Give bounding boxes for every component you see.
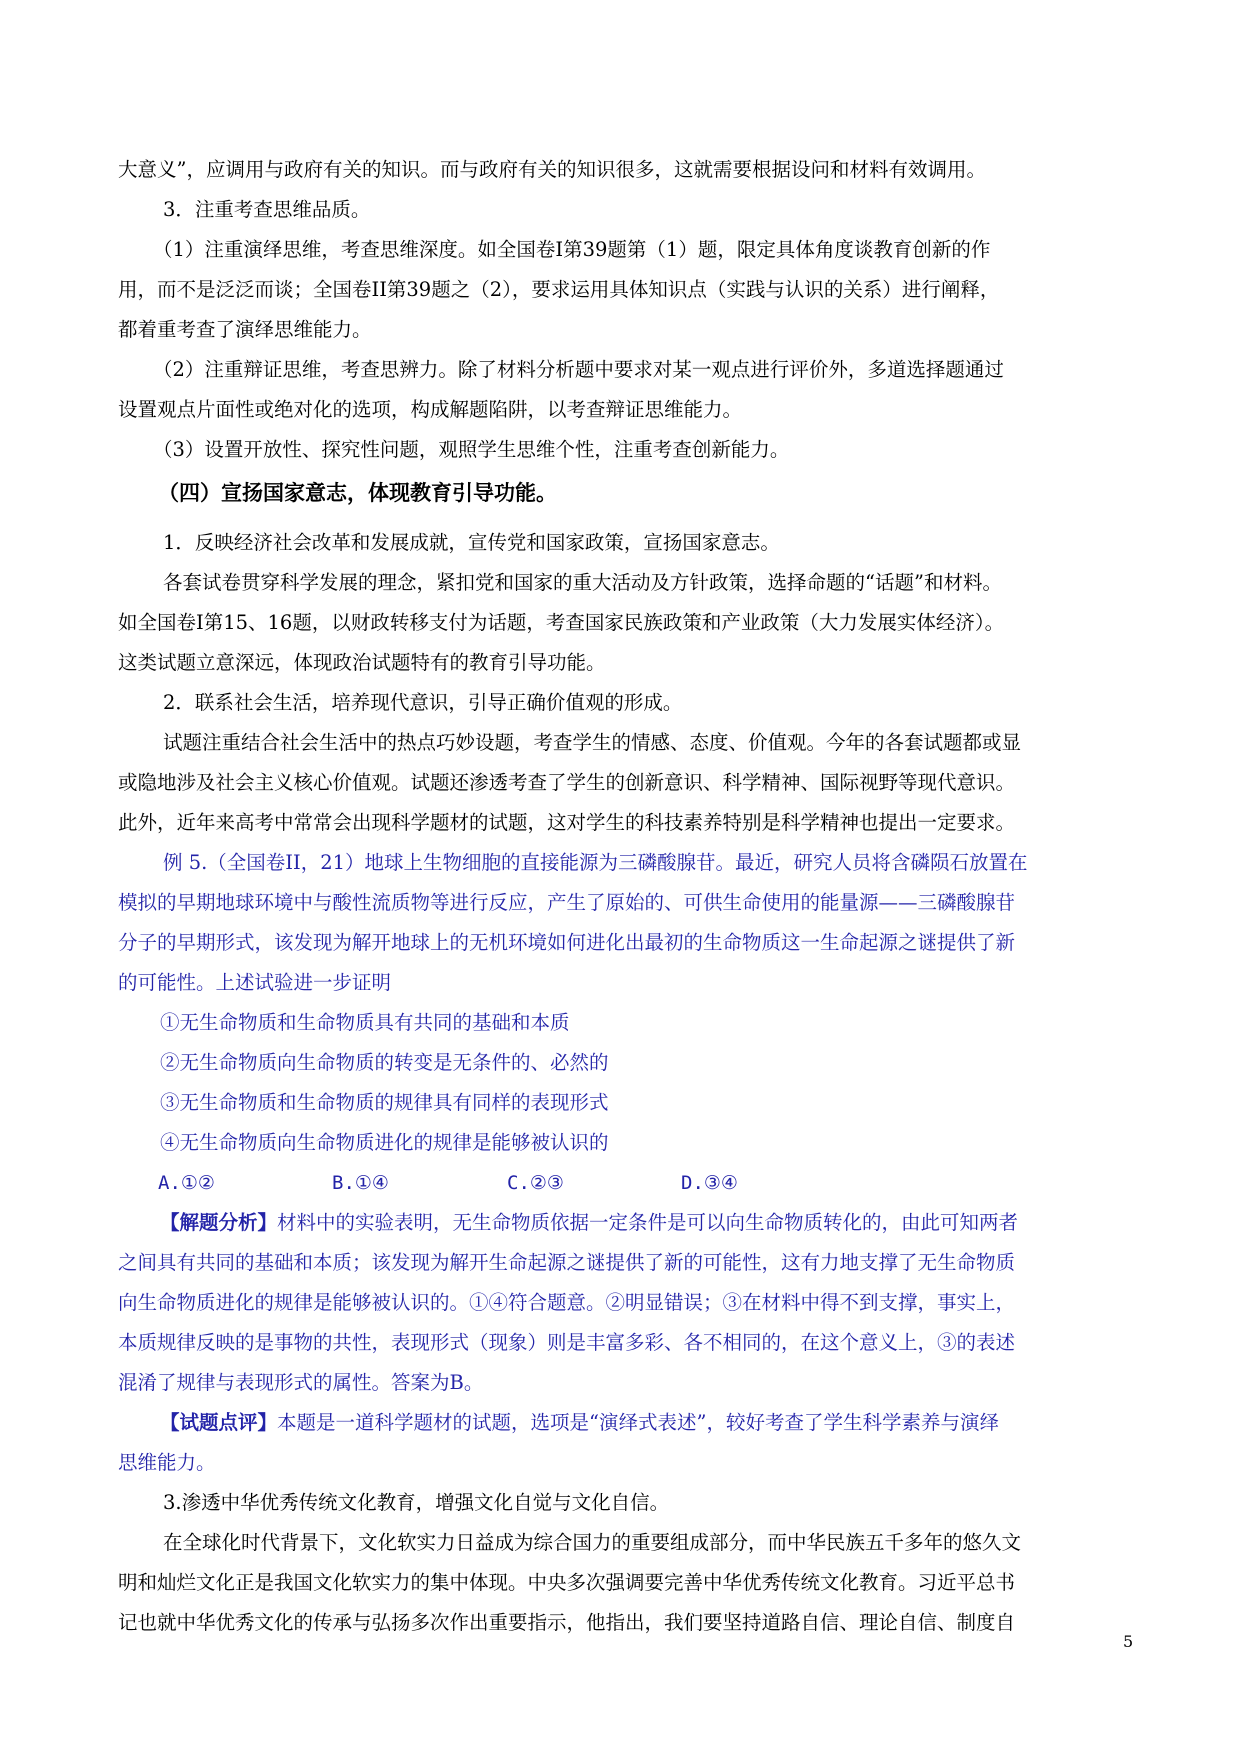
section-heading: （四）宣扬国家意志，体现教育引导功能。 <box>158 480 557 505</box>
paragraph-line: 在全球化时代背景下，文化软实力日益成为综合国力的重要组成部分，而中华民族五千多年的悠久文 <box>163 1531 1022 1554</box>
point3b-title: 3.渗透中华优秀传统文化教育，增强文化自觉与文化自信。 <box>163 1491 670 1514</box>
sub1-line: 用，而不是泛泛而谈；全国卷II第39题之（2），要求运用具体知识点（实践与认识的关系）进行阐释， <box>118 278 1000 301</box>
paragraph-line: 各套试卷贯穿科学发展的理念，紧扣党和国家的重大活动及方针政策，选择命题的“话题”和材料。 <box>163 571 1002 594</box>
analysis-text: 材料中的实验表明，无生命物质依据一定条件是可以向生命物质转化的，由此可知两者 <box>277 1211 1019 1234</box>
analysis-line: 向生命物质进化的规律是能够被认识的。①④符合题意。②明显错误；③在材料中得不到支撑，事实上， <box>118 1291 1016 1314</box>
point3-title: 3．注重考查思维品质。 <box>163 198 371 221</box>
comment-text: 本题是一道科学题材的试题，选项是“演绎式表述”，较好考查了学生科学素养与演绎 <box>277 1411 999 1434</box>
option-d: D.③④ <box>681 1172 738 1194</box>
analysis-line <box>160 1211 1018 1235</box>
example-line: 分子的早期形式，该发现为解开地球上的无机环境如何进化出最初的生命物质这一生命起源之谜提供了新 <box>118 931 1016 954</box>
analysis-line: 本质规律反映的是事物的共性，表现形式（现象）则是丰富多彩、各不相同的，在这个意义上，③的表述 <box>118 1331 1016 1354</box>
example-line: 模拟的早期地球环境中与酸性流质物等进行反应，产生了原始的、可供生命使用的能量源——三磷酸腺苷 <box>118 891 1016 914</box>
statement-item: ②无生命物质向生命物质的转变是无条件的、必然的 <box>160 1051 609 1074</box>
comment-label: 【试题点评】 <box>160 1411 278 1434</box>
paragraph-line: 此外，近年来高考中常常会出现科学题材的试题，这对学生的科技素养特别是科学精神也提出一定要求。 <box>118 811 1016 834</box>
option-c: C.②③ <box>507 1172 564 1194</box>
sub3-line: （3）设置开放性、探究性问题，观照学生思维个性，注重考查创新能力。 <box>153 438 790 461</box>
paragraph-line: 如全国卷Ⅰ第15、16题，以财政转移支付为话题，考查国家民族政策和产业政策（大力发展实体经济）。 <box>118 611 1005 634</box>
analysis-line: 之间具有共同的基础和本质；该发现为解开生命起源之谜提供了新的可能性，这有力地支撑了无生命物质 <box>118 1251 1016 1274</box>
analysis-label: 【解题分析】 <box>160 1211 278 1234</box>
option-a: A.①② <box>158 1172 215 1194</box>
option-b: B.①④ <box>332 1172 389 1194</box>
statement-item: ③无生命物质和生命物质的规律具有同样的表现形式 <box>160 1091 609 1114</box>
sub1-line: （1）注重演绎思维，考查思维深度。如全国卷Ⅰ第39题第（1）题，限定具体角度谈教育创新的作 <box>153 238 991 261</box>
analysis-line: 混淆了规律与表现形式的属性。答案为B。 <box>118 1371 484 1394</box>
paragraph-line: 明和灿烂文化正是我国文化软实力的集中体现。中央多次强调要完善中华优秀传统文化教育。习近平总书 <box>118 1571 1016 1594</box>
sub2-line: （2）注重辩证思维，考查思辨力。除了材料分析题中要求对某一观点进行评价外，多道选择题通过 <box>153 358 1004 381</box>
point2-title: 2．联系社会生活，培养现代意识，引导正确价值观的形成。 <box>163 691 683 714</box>
point1-title: 1．反映经济社会改革和发展成就，宣传党和国家政策，宣扬国家意志。 <box>163 531 780 554</box>
paragraph-line: 或隐地涉及社会主义核心价值观。试题还渗透考查了学生的创新意识、科学精神、国际视野等现代意识。 <box>118 771 1016 794</box>
paragraph-line: 大意义”，应调用与政府有关的知识。而与政府有关的知识很多，这就需要根据设问和材料有效调用。 <box>118 158 986 181</box>
paragraph-line: 记也就中华优秀文化的传承与弘扬多次作出重要指示，他指出，我们要坚持道路自信、理论自信、制度自 <box>118 1611 1016 1634</box>
page-number: 5 <box>1123 1632 1134 1651</box>
comment-line <box>160 1411 999 1435</box>
example-line: 的可能性。上述试验进一步证明 <box>118 971 392 994</box>
statement-item: ①无生命物质和生命物质具有共同的基础和本质 <box>160 1011 570 1034</box>
paragraph-line: 试题注重结合社会生活中的热点巧妙设题，考查学生的情感、态度、价值观。今年的各套试题都或显 <box>163 731 1022 754</box>
comment-line: 思维能力。 <box>118 1451 216 1474</box>
sub1-line: 都着重考查了演绎思维能力。 <box>118 318 372 341</box>
example-line: 例 5.（全国卷II，21）地球上生物细胞的直接能源为三磷酸腺苷。最近，研究人员将含磷陨石放置在 <box>163 851 1028 874</box>
statement-item: ④无生命物质向生命物质进化的规律是能够被认识的 <box>160 1131 609 1154</box>
sub2-line: 设置观点片面性或绝对化的选项，构成解题陷阱，以考查辩证思维能力。 <box>118 398 743 421</box>
paragraph-line: 这类试题立意深远，体现政治试题特有的教育引导功能。 <box>118 651 606 674</box>
